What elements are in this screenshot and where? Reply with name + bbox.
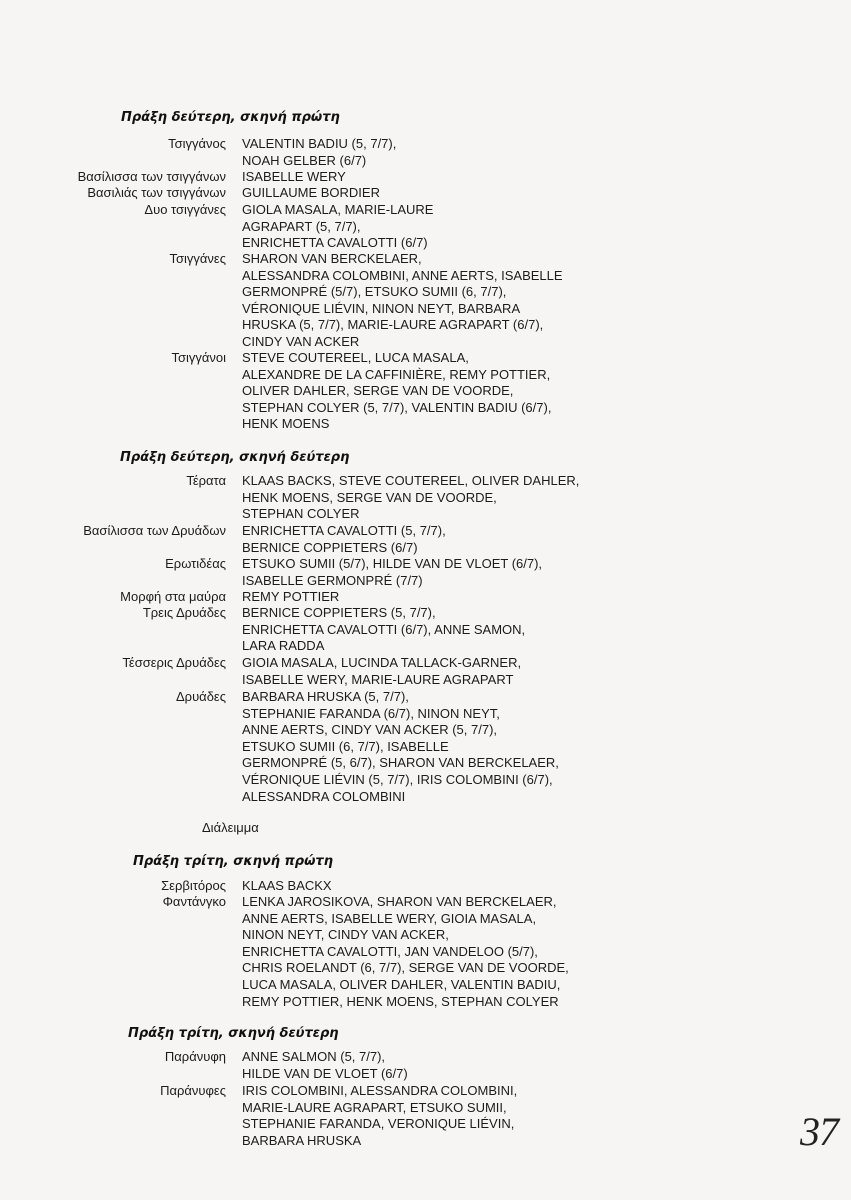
cast-name-line: GUILLAUME BORDIER: [242, 185, 380, 200]
cast-name-line: STEPHANIE FARANDA (6/7), NINON NEYT,: [242, 705, 500, 721]
cast-names: [242, 169, 602, 186]
cast-name-line: VÉRONIQUE LIÉVIN, NINON NEYT, BARBARA: [242, 300, 521, 316]
cast-name-line: ENRICHETTA CAVALOTTI (6/7): [242, 235, 428, 251]
cast-name-line: ETSUKO SUMII (6, 7/7), ISABELLE: [242, 738, 449, 754]
cast-name-line: ENRICHETTA CAVALOTTI, JAN VANDELOO (5/7),: [242, 943, 538, 959]
cast-names: [242, 894, 602, 1010]
section-heading: Πράξη δεύτερη, σκηνή πρώτη: [121, 110, 340, 125]
section-heading: Πράξη τρίτη, σκηνή πρώτη: [133, 854, 333, 869]
cast-names: [242, 689, 602, 805]
cast-name-line: GERMONPRÉ (5, 6/7), SHARON VAN BERCKELAER,: [242, 755, 559, 771]
cast-name-line: ALESSANDRA COLOMBINI, ANNE AERTS, ISABELLE: [242, 267, 563, 283]
role-label: Δρυάδες: [175, 689, 226, 704]
cast-name-line: BERNICE COPPIETERS (5, 7/7),: [242, 605, 436, 620]
cast-name-line: ALESSANDRA COLOMBINI: [242, 788, 406, 804]
cast-name-line: NOAH GELBER (6/7): [242, 152, 367, 168]
cast-name-line: ALEXANDRE DE LA CAFFINIÈRE, REMY POTTIER,: [242, 366, 551, 382]
cast-name-line: ISABELLE WERY: [242, 169, 346, 184]
cast-name-line: BARBARA HRUSKA: [242, 1132, 362, 1148]
role-label: Βασιλιάς των τσιγγάνων: [87, 185, 226, 200]
cast-names: [242, 655, 602, 688]
cast-name-line: STEPHAN COLYER (5, 7/7), VALENTIN BADIU (6/7),: [242, 399, 552, 415]
cast-name-line: GERMONPRÉ (5/7), ETSUKO SUMII (6, 7/7),: [242, 284, 507, 300]
cast-name-line: HILDE VAN DE VLOET (6/7): [242, 1065, 408, 1081]
role-label: Ερωτιδέας: [165, 556, 226, 571]
cast-name-line: ANNE AERTS, CINDY VAN ACKER (5, 7/7),: [242, 722, 498, 738]
cast-names: [242, 473, 602, 523]
cast-name-line: ETSUKO SUMII (5/7), HILDE VAN DE VLOET (6/7),: [242, 556, 543, 571]
cast-name-line: GIOLA MASALA, MARIE-LAURE: [242, 202, 434, 217]
section-heading: Πράξη δεύτερη, σκηνή δεύτερη: [120, 450, 350, 465]
role-label: Τσιγγάνος: [168, 136, 226, 151]
role-label: Τέρατα: [186, 473, 226, 488]
cast-names: [242, 202, 602, 252]
cast-name-line: ANNE SALMON (5, 7/7),: [242, 1049, 386, 1064]
cast-names: [242, 556, 602, 589]
cast-name-line: REMY POTTIER, HENK MOENS, STEPHAN COLYER: [242, 993, 559, 1009]
cast-name-line: ENRICHETTA CAVALOTTI (6/7), ANNE SAMON,: [242, 621, 526, 637]
cast-name-line: ISABELLE WERY, MARIE-LAURE AGRAPART: [242, 671, 514, 687]
cast-names: [242, 1049, 602, 1082]
cast-name-line: HRUSKA (5, 7/7), MARIE-LAURE AGRAPART (6/7),: [242, 317, 544, 333]
cast-name-line: SHARON VAN BERCKELAER,: [242, 251, 422, 266]
cast-name-line: STEPHAN COLYER: [242, 506, 360, 522]
cast-name-line: BERNICE COPPIETERS (6/7): [242, 539, 418, 555]
interval-label: Διάλειμμα: [202, 820, 259, 835]
section-heading: Πράξη τρίτη, σκηνή δεύτερη: [128, 1026, 339, 1041]
cast-name-line: HENK MOENS: [242, 416, 330, 432]
role-label: Μορφή στα μαύρα: [120, 589, 226, 604]
role-label: Τσιγγάνες: [169, 251, 226, 266]
cast-name-line: STEVE COUTEREEL, LUCA MASALA,: [242, 350, 469, 365]
cast-name-line: MARIE-LAURE AGRAPART, ETSUKO SUMII,: [242, 1099, 507, 1115]
role-label: Παράνυφη: [164, 1049, 226, 1064]
cast-name-line: IRIS COLOMBINI, ALESSANDRA COLOMBINI,: [242, 1083, 518, 1098]
cast-name-line: HENK MOENS, SERGE VAN DE VOORDE,: [242, 489, 497, 505]
cast-name-line: REMY POTTIER: [242, 589, 340, 604]
role-label: Φαντάνγκο: [162, 894, 226, 909]
cast-name-line: NINON NEYT, CINDY VAN ACKER,: [242, 927, 449, 943]
cast-name-line: STEPHANIE FARANDA, VERONIQUE LIÉVIN,: [242, 1116, 515, 1132]
cast-name-line: VALENTIN BADIU (5, 7/7),: [242, 136, 397, 151]
cast-names: [242, 136, 602, 169]
cast-name-line: AGRAPART (5, 7/7),: [242, 218, 361, 234]
cast-names: [242, 523, 602, 556]
cast-names: [242, 589, 602, 606]
role-label: Βασίλισσα των τσιγγάνων: [77, 169, 226, 184]
cast-name-line: ISABELLE GERMONPRÉ (7/7): [242, 572, 423, 588]
page-number: 37: [800, 1109, 838, 1154]
cast-name-line: CINDY VAN ACKER: [242, 333, 360, 349]
cast-names: [242, 185, 602, 202]
cast-name-line: CHRIS ROELANDT (6, 7/7), SERGE VAN DE VOORDE,: [242, 960, 569, 976]
role-label: Τρεις Δρυάδες: [142, 605, 226, 620]
cast-name-line: GIOIA MASALA, LUCINDA TALLACK-GARNER,: [242, 655, 522, 670]
cast-name-line: LARA RADDA: [242, 638, 325, 654]
role-label: Παράνυφες: [160, 1083, 226, 1098]
role-label: Σερβιτόρος: [161, 878, 226, 893]
cast-name-line: LUCA MASALA, OLIVER DAHLER, VALENTIN BADIU,: [242, 976, 561, 992]
cast-name-line: VÉRONIQUE LIÉVIN (5, 7/7), IRIS COLOMBINI (6/7),: [242, 771, 553, 787]
cast-name-line: ENRICHETTA CAVALOTTI (5, 7/7),: [242, 523, 446, 538]
role-label: Βασίλισσα των Δρυάδων: [83, 523, 226, 538]
cast-names: [242, 1083, 602, 1149]
cast-name-line: KLAAS BACKS, STEVE COUTEREEL, OLIVER DAHLER,: [242, 473, 580, 488]
cast-name-line: KLAAS BACKX: [242, 878, 332, 893]
role-label: Δυο τσιγγάνες: [144, 202, 226, 217]
cast-names: [242, 878, 602, 895]
cast-names: [242, 350, 602, 433]
cast-name-line: BARBARA HRUSKA (5, 7/7),: [242, 689, 409, 704]
role-label: Τσιγγάνοι: [171, 350, 226, 365]
cast-names: [242, 605, 602, 655]
cast-name-line: OLIVER DAHLER, SERGE VAN DE VOORDE,: [242, 383, 514, 399]
cast-names: [242, 251, 602, 351]
cast-name-line: ANNE AERTS, ISABELLE WERY, GIOIA MASALA,: [242, 910, 537, 926]
role-label: Τέσσερις Δρυάδες: [122, 655, 226, 670]
cast-name-line: LENKA JAROSIKOVA, SHARON VAN BERCKELAER,: [242, 894, 557, 909]
